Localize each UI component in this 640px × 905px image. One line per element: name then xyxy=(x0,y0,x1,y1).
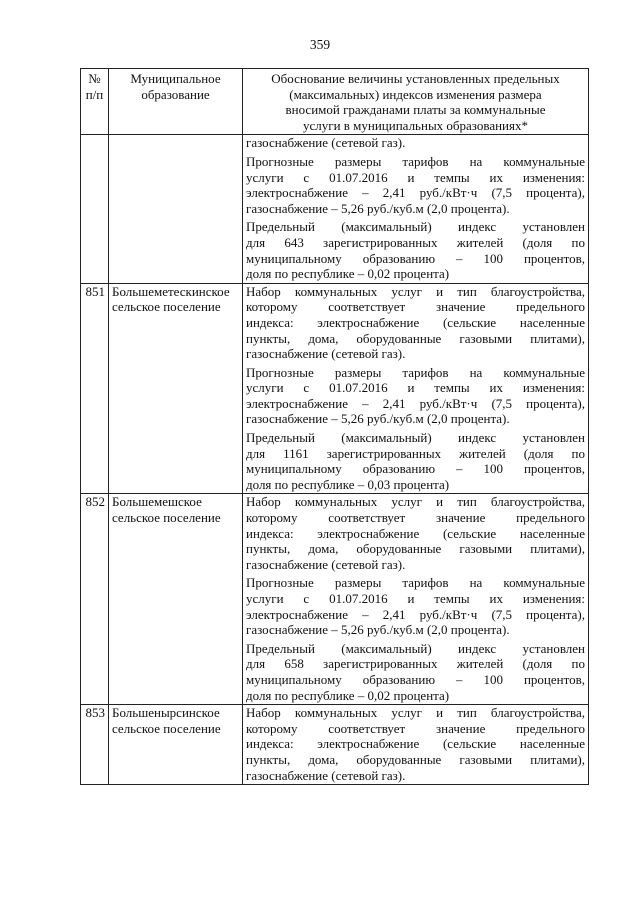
justification-line: муниципальному образованию – 100 процентов, xyxy=(246,250,585,266)
header-line: Обоснование величины установленных предельных xyxy=(271,71,560,86)
justification-line: электроснабжение – 2,41 руб./кВт·ч (7,5 процента), xyxy=(246,606,585,622)
municipality-line: сельское поселение xyxy=(112,720,221,736)
justification-line: услуги с 01.07.2016 и темпы их изменения: xyxy=(246,169,585,185)
justification-line: которому соответствует значение предельного xyxy=(246,299,585,315)
justification-line: газоснабжение (сетевой газ). xyxy=(246,767,406,783)
header-line: (максимальных) индексов изменения размера xyxy=(289,86,542,102)
justification-paragraph xyxy=(246,135,585,151)
justification-line: пункты, дома, оборудованные газовыми плитами), xyxy=(246,330,585,346)
justification-paragraph xyxy=(246,284,585,362)
justification-line: которому соответствует значение предельного xyxy=(246,510,585,526)
justification-line: газоснабжение – 5,26 руб./куб.м (2,0 процента). xyxy=(246,411,510,427)
page-number: 359 xyxy=(309,37,331,52)
justification-line: муниципальному образованию – 100 процентов, xyxy=(246,461,585,477)
justification-line: Набор коммунальных услуг и тип благоустройства, xyxy=(246,494,585,510)
justification-line: Прогнозные размеры тарифов на коммунальные xyxy=(246,153,585,169)
header-number xyxy=(81,69,109,135)
justification-line: доля по республике – 0,02 процента) xyxy=(246,266,450,282)
header-line: № xyxy=(88,71,101,86)
municipality-line: сельское поселение xyxy=(112,299,221,315)
justification-line: услуги с 01.07.2016 и темпы их изменения: xyxy=(246,591,585,606)
justification-paragraph xyxy=(246,705,585,783)
justification-line: Предельный (максимальный) индекс установлен xyxy=(246,430,585,446)
municipality-cell xyxy=(109,283,243,494)
justification-line: Набор коммунальных услуг и тип благоустройства, xyxy=(246,283,585,299)
header-line: п/п xyxy=(85,86,104,102)
row-number xyxy=(81,135,109,283)
municipality-line: Большенырсинское xyxy=(112,705,220,721)
municipality-cell xyxy=(109,494,243,705)
justification-line: Предельный (максимальный) индекс установлен xyxy=(246,640,585,656)
justification-paragraph xyxy=(246,575,585,637)
justification-line: электроснабжение – 2,41 руб./кВт·ч (7,5 процента), xyxy=(246,185,585,201)
justification-line: муниципальному образованию – 100 процентов, xyxy=(246,671,585,687)
municipality-line: Большемешское xyxy=(112,494,202,510)
justification-cell xyxy=(243,705,589,785)
justification-paragraph xyxy=(246,365,585,427)
justification-cell xyxy=(243,135,589,283)
justification-line: для 643 зарегистрированных жителей (доля по xyxy=(246,234,585,250)
justification-line: пункты, дома, оборудованные газовыми плитами), xyxy=(246,751,585,767)
justification-line: Прогнозные размеры тарифов на коммунальные xyxy=(246,364,585,380)
justification-line: Предельный (максимальный) индекс установлен xyxy=(246,219,585,235)
municipality-cell xyxy=(109,705,243,785)
justification-line: Набор коммунальных услуг и тип благоустройства, xyxy=(246,705,585,721)
header-justification xyxy=(243,69,589,135)
table-body xyxy=(81,135,589,785)
justification-cell xyxy=(243,494,589,705)
tariff-index-table xyxy=(80,68,589,785)
row-number: 851 xyxy=(81,283,109,494)
justification-line: индекса: электроснабжение (сельские населенные xyxy=(246,736,585,752)
municipality-cell xyxy=(109,135,243,283)
justification-line: для 1161 зарегистрированных жителей (доля по xyxy=(246,445,585,461)
row-number: 852 xyxy=(81,494,109,705)
justification-line: для 658 зарегистрированных жителей (доля по xyxy=(246,656,585,672)
justification-line: газоснабжение (сетевой газ). xyxy=(246,346,406,362)
justification-cell xyxy=(243,283,589,494)
justification-line: пункты, дома, оборудованные газовыми плитами), xyxy=(246,541,585,557)
justification-line: газоснабжение (сетевой газ). xyxy=(246,135,406,151)
table-header-row xyxy=(81,69,589,135)
justification-line: газоснабжение – 5,26 руб./куб.м (2,0 процента). xyxy=(246,200,510,216)
header-line: Муниципальное xyxy=(130,71,221,86)
justification-paragraph xyxy=(246,430,585,492)
justification-line: индекса: электроснабжение (сельские населенные xyxy=(246,525,585,541)
header-line: вносимой гражданами платы за коммунальные xyxy=(285,102,546,118)
municipality-line: сельское поселение xyxy=(112,510,221,526)
justification-paragraph xyxy=(246,154,585,216)
justification-line: доля по республике – 0,02 процента) xyxy=(246,687,450,703)
justification-paragraph xyxy=(246,641,585,703)
justification-line: Прогнозные размеры тарифов на коммунальные xyxy=(246,575,585,591)
table-row xyxy=(81,283,589,494)
header-line: образование xyxy=(141,86,210,102)
justification-paragraph xyxy=(246,494,585,572)
justification-line: газоснабжение – 5,26 руб./куб.м (2,0 процента). xyxy=(246,622,510,638)
table-row xyxy=(81,135,589,283)
municipality-line: Большеметескинское xyxy=(112,283,230,299)
justification-line: которому соответствует значение предельного xyxy=(246,720,585,736)
header-line: услуги в муниципальных образованиях* xyxy=(302,117,528,133)
justification-line: электроснабжение – 2,41 руб./кВт·ч (7,5 процента), xyxy=(246,395,585,411)
table-row xyxy=(81,494,589,705)
header-municipality xyxy=(109,69,243,135)
justification-paragraph xyxy=(246,219,585,281)
row-number: 853 xyxy=(81,705,109,785)
justification-line: услуги с 01.07.2016 и темпы их изменения: xyxy=(246,380,585,396)
justification-line: газоснабжение (сетевой газ). xyxy=(246,556,406,572)
table-row xyxy=(81,705,589,785)
justification-line: индекса: электроснабжение (сельские населенные xyxy=(246,314,585,330)
justification-line: доля по республике – 0,03 процента) xyxy=(246,476,450,492)
